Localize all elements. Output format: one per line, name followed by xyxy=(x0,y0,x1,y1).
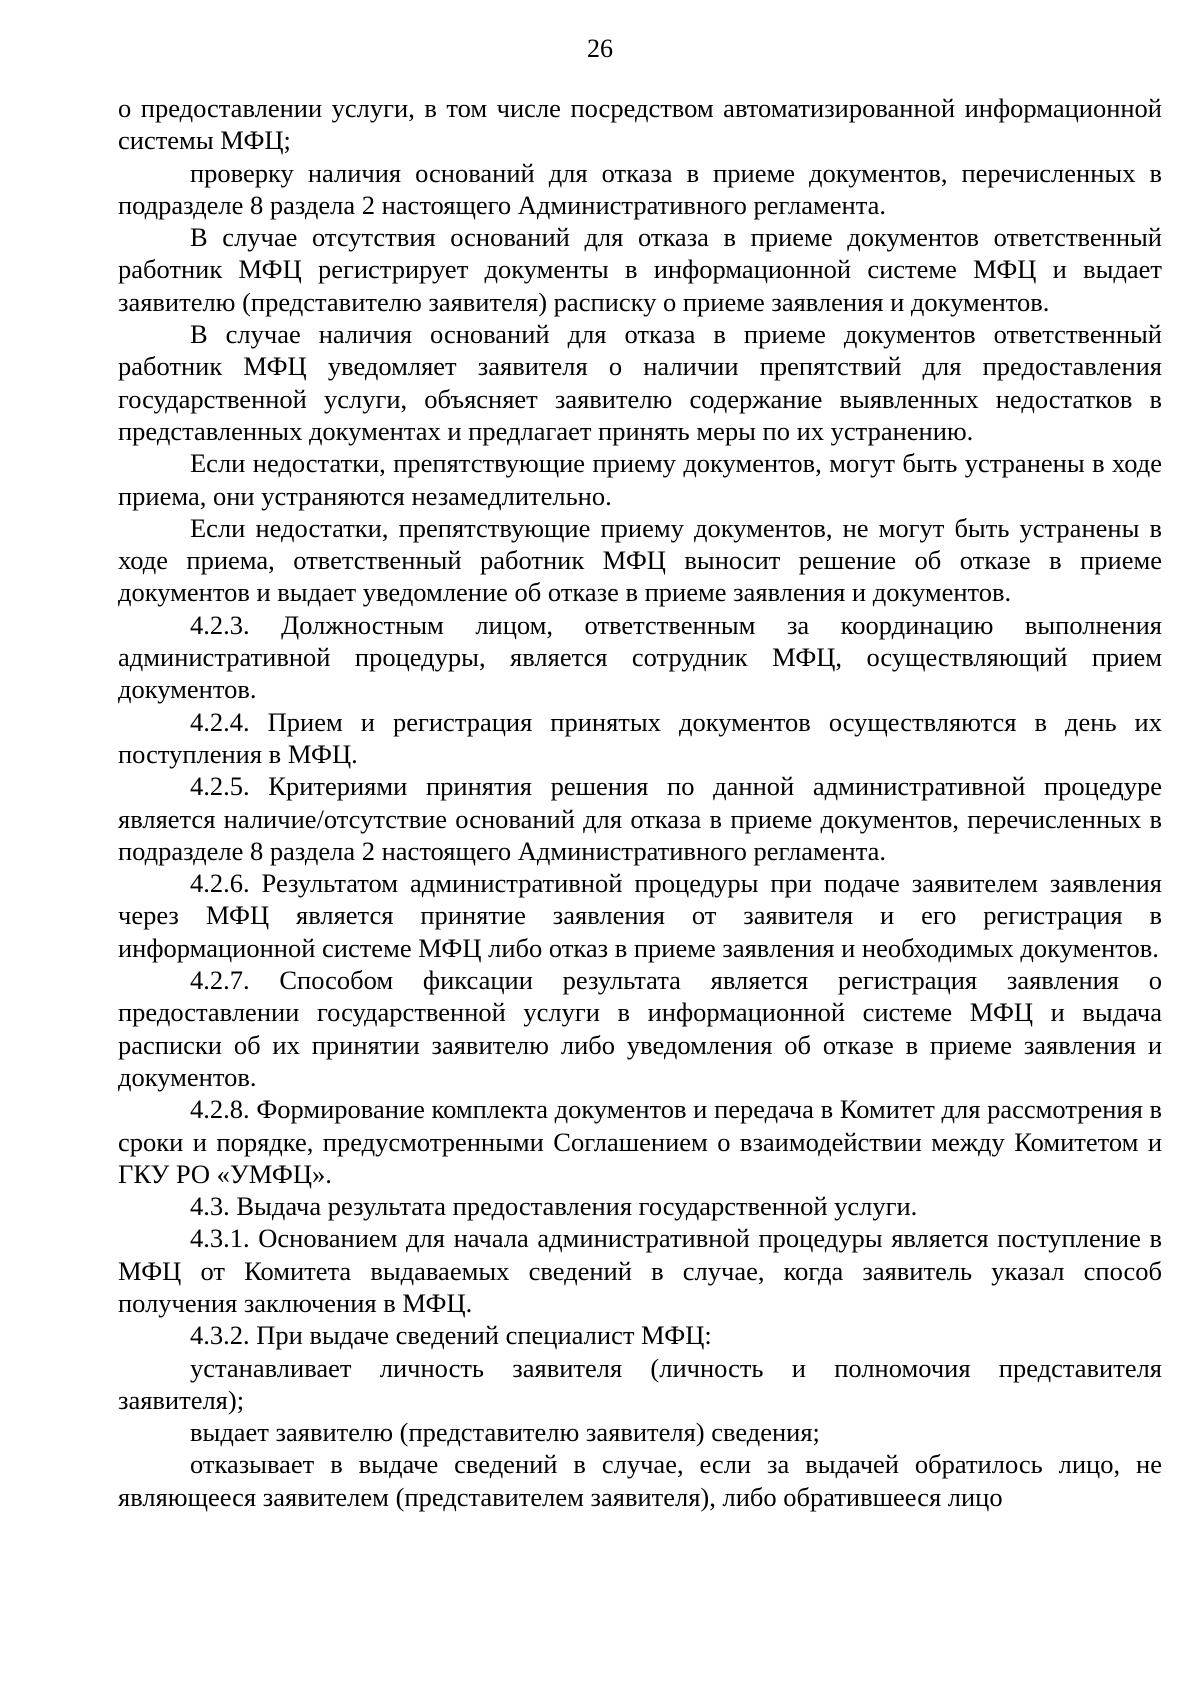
paragraph: 4.2.6. Результатом административной процедуры при подаче заявителем заявления через МФЦ является принятие заявления от заявителя и его регистрация в информационной системе МФЦ либо отказ в приеме заявления и необходимых документов. xyxy=(118,868,1162,963)
paragraph: о предоставлении услуги, в том числе посредством автоматизированной информационной системы МФЦ; xyxy=(118,93,1162,156)
paragraph: 4.2.5. Критериями принятия решения по данной административной процедуре является наличие/отсутствие оснований для отказа в приеме документов, перечисленных в подразделе 8 раздела 2 настоящего Административного регламента. xyxy=(118,771,1162,866)
document-body xyxy=(118,92,1162,1513)
page-number: 26 xyxy=(587,34,613,63)
paragraph: 4.2.7. Способом фиксации результата является регистрация заявления о предоставлении государственной услуги в информационной системе МФЦ и выдача расписки об их принятии заявителю либо уведомления об отказе в приеме заявления и документов. xyxy=(118,965,1162,1092)
paragraph: В случае наличия оснований для отказа в приеме документов ответственный работник МФЦ уведомляет заявителя о наличии препятствий для предоставления государственной услуги, объясняет заявителю содержание выявленных недостатков в представленных документах и предлагает принять меры по их устранению. xyxy=(118,319,1162,446)
paragraph: 4.3. Выдача результата предоставления государственной услуги. xyxy=(190,1191,918,1222)
paragraph: 4.2.3. Должностным лицом, ответственным за координацию выполнения административной процедуры, является сотрудник МФЦ, осуществляющий прием документов. xyxy=(118,609,1162,705)
paragraph: В случае отсутствия оснований для отказа в приеме документов ответственный работник МФЦ регистрирует документы в информационной системе МФЦ и выдает заявителю (представителю заявителя) расписку о приеме заявления и документов. xyxy=(118,222,1162,317)
paragraph: Если недостатки, препятствующие приему документов, могут быть устранены в ходе приема, они устраняются незамедлительно. xyxy=(118,448,1162,511)
paragraph: 4.2.4. Прием и регистрация принятых документов осуществляются в день их поступления в МФЦ. xyxy=(118,706,1162,769)
paragraph: 4.3.1. Основанием для начала административной процедуры является поступление в МФЦ от Комитета выдаваемых сведений в случае, когда заявитель указал способ получения заключения в МФЦ. xyxy=(118,1223,1162,1318)
paragraph: выдает заявителю (представителю заявителя) сведения; xyxy=(190,1417,820,1448)
paragraph: отказывает в выдаче сведений в случае, если за выдачей обратилось лицо, не являющееся заявителем (представителем заявителя), либо обратившееся лицо xyxy=(118,1449,1162,1512)
paragraph: проверку наличия оснований для отказа в приеме документов, перечисленных в подразделе 8 раздела 2 настоящего Административного регламента. xyxy=(118,157,1162,220)
paragraph: 4.3.2. При выдаче сведений специалист МФЦ: xyxy=(190,1320,712,1351)
paragraph: Если недостатки, препятствующие приему документов, не могут быть устранены в ходе приема, ответственный работник МФЦ выносит решение об отказе в приеме документов и выдает уведомление об отказе в приеме заявления и документов. xyxy=(118,512,1162,608)
paragraph: 4.2.8. Формирование комплекта документов и передача в Комитет для рассмотрения в сроки и порядке, предусмотренными Соглашением о взаимодействии между Комитетом и ГКУ РО «УМФЦ». xyxy=(118,1094,1162,1189)
paragraph: устанавливает личность заявителя (личность и полномочия представителя заявителя); xyxy=(118,1352,1162,1415)
